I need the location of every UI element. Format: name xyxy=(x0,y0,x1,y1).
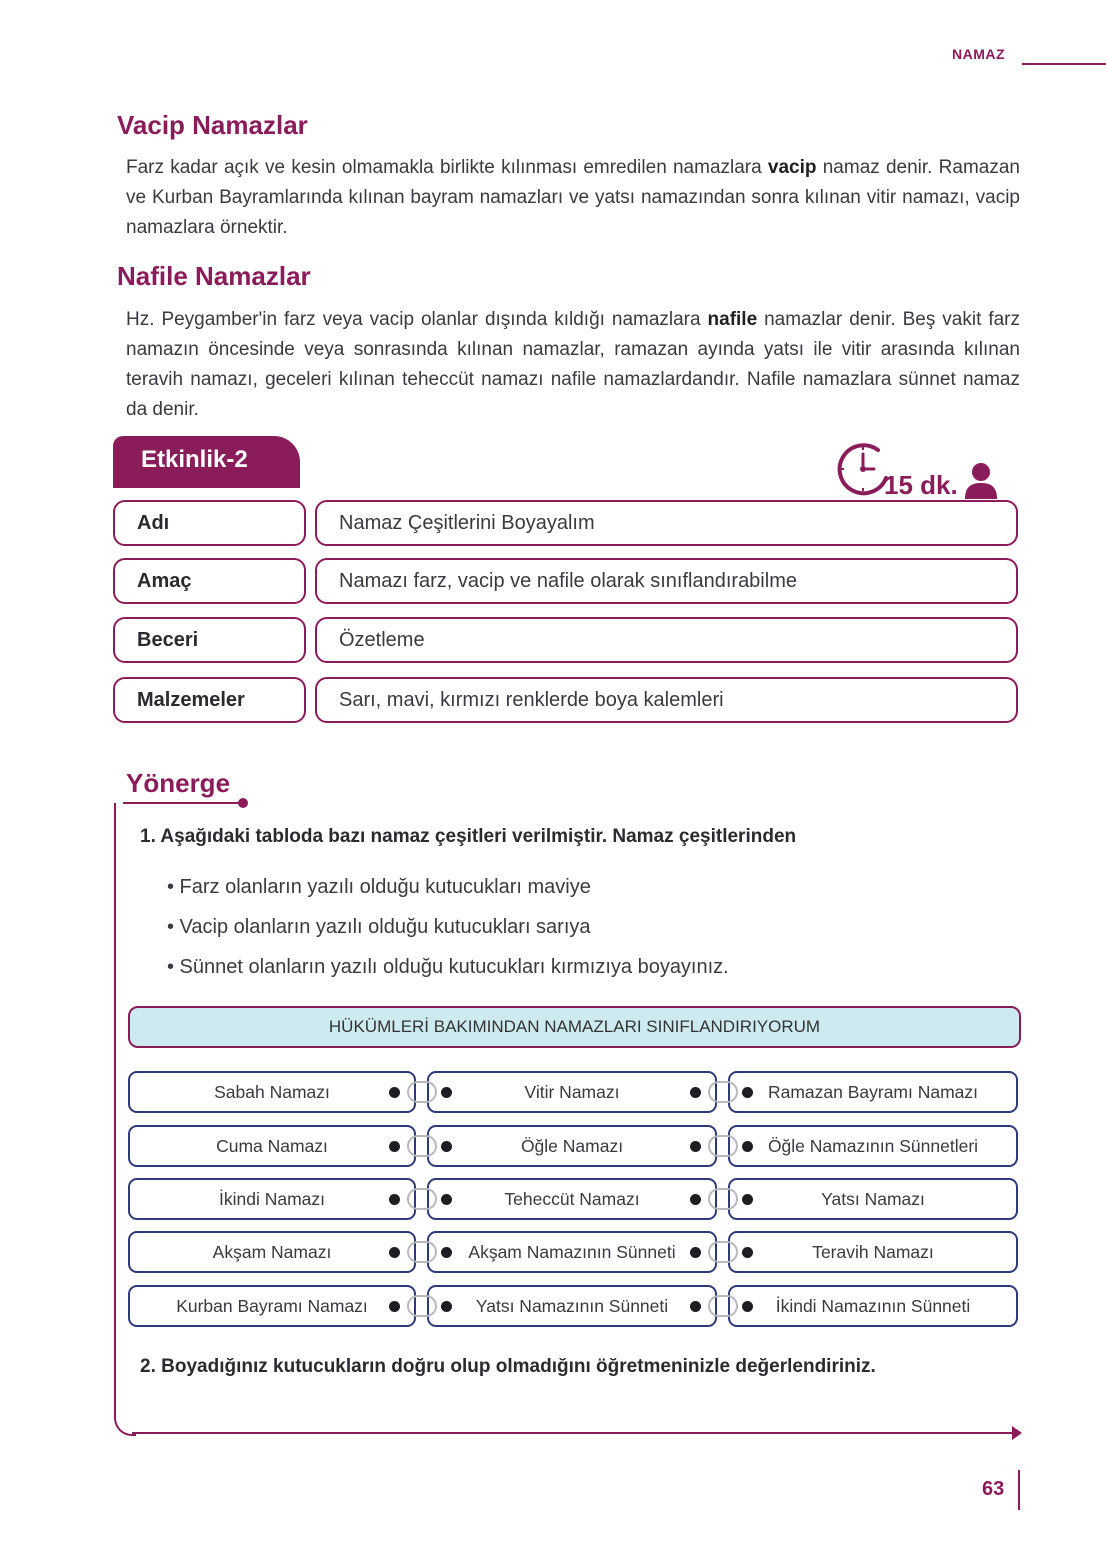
instructions-title: Yönerge xyxy=(126,768,231,798)
ring-connector-icon xyxy=(708,1135,738,1157)
binder-hole-icon xyxy=(441,1247,452,1258)
binder-hole-icon xyxy=(389,1194,400,1205)
ring-connector-icon xyxy=(708,1295,738,1317)
table-heading: HÜKÜMLERİ BAKIMINDAN NAMAZLARI SINIFLANDIRIYORUM xyxy=(128,1006,1021,1048)
frame-left-line xyxy=(114,803,116,1417)
page-number: 63 xyxy=(982,1478,1005,1500)
vacip-term: vacip xyxy=(767,157,817,178)
binder-hole-icon xyxy=(690,1301,701,1312)
info-value-skill: Özetleme xyxy=(315,617,1018,663)
info-label-skill: Beceri xyxy=(113,617,306,663)
prayer-cell[interactable]: Akşam Namazı xyxy=(128,1231,416,1273)
info-value-materials: Sarı, mavi, kırmızı renklerde boya kalemleri xyxy=(315,677,1018,723)
arrow-right-icon xyxy=(1012,1426,1022,1440)
header-rule xyxy=(1022,63,1106,65)
binder-hole-icon xyxy=(441,1194,452,1205)
step-1: 1. Aşağıdaki tabloda bazı namaz çeşitleri verilmiştir. Namaz çeşitlerinden xyxy=(140,826,797,847)
person-icon xyxy=(962,462,1000,500)
vacip-text-b: namaz denir. Ramazan ve Kurban Bayramlarında kılınan bayram namazları ve yatsı namazından sonra kılınan vitir namazı, vacip namazlara örnektir. xyxy=(126,157,1020,238)
prayer-cell[interactable]: Vitir Namazı xyxy=(427,1071,717,1113)
nafile-title: Nafile Namazlar xyxy=(117,261,311,291)
binder-hole-icon xyxy=(742,1247,753,1258)
binder-hole-icon xyxy=(441,1301,452,1312)
nafile-paragraph xyxy=(126,305,1020,425)
prayer-cell[interactable]: Ramazan Bayramı Namazı xyxy=(728,1071,1018,1113)
ring-connector-icon xyxy=(708,1188,738,1210)
prayer-cell[interactable]: Akşam Namazının Sünneti xyxy=(427,1231,717,1273)
ring-connector-icon xyxy=(407,1241,437,1263)
prayer-cell[interactable]: Sabah Namazı xyxy=(128,1071,416,1113)
prayer-cell[interactable]: Yatsı Namazının Sünneti xyxy=(427,1285,717,1327)
frame-bottom-line xyxy=(132,1432,1014,1434)
ring-connector-icon xyxy=(407,1135,437,1157)
nafile-text-a: Hz. Peygamber'in farz veya vacip olanlar dışında kıldığı namazlara xyxy=(126,309,708,330)
prayer-cell[interactable]: İkindi Namazının Sünneti xyxy=(728,1285,1018,1327)
binder-hole-icon xyxy=(690,1247,701,1258)
binder-hole-icon xyxy=(742,1194,753,1205)
binder-hole-icon xyxy=(742,1141,753,1152)
duration-label: 15 dk. xyxy=(884,470,958,500)
info-label-goal: Amaç xyxy=(113,558,306,604)
prayer-cell[interactable]: Teravih Namazı xyxy=(728,1231,1018,1273)
ring-connector-icon xyxy=(407,1081,437,1103)
binder-hole-icon xyxy=(742,1087,753,1098)
prayer-cell[interactable]: Yatsı Namazı xyxy=(728,1178,1018,1220)
binder-hole-icon xyxy=(690,1141,701,1152)
binder-hole-icon xyxy=(389,1087,400,1098)
nafile-text-b: namazlar denir. Beş vakit farz namazın öncesinde veya sonrasında kılınan namazlar, ramazan ayında yatsı ile vitir arasında kılınan teravih namazı, geceleri kılınan teheccüt namazı nafile namazlardandır. Nafile namazlara sünnet namaz da denir. xyxy=(126,309,1020,420)
vacip-text-a: Farz kadar açık ve kesin olmamakla birlikte kılınması emredilen namazlara xyxy=(126,157,768,178)
vacip-title: Vacip Namazlar xyxy=(117,110,308,140)
prayer-cell[interactable]: İkindi Namazı xyxy=(128,1178,416,1220)
step-2: 2. Boyadığınız kutucukların doğru olup olmadığını öğretmeninizle değerlendiriniz. xyxy=(140,1356,876,1377)
binder-hole-icon xyxy=(690,1087,701,1098)
bullet-farz: • Farz olanların yazılı olduğu kutucukları maviye xyxy=(167,876,591,898)
binder-hole-icon xyxy=(389,1301,400,1312)
activity-tab: Etkinlik-2 xyxy=(113,436,300,488)
binder-hole-icon xyxy=(441,1087,452,1098)
binder-hole-icon xyxy=(441,1141,452,1152)
nafile-term: nafile xyxy=(707,309,758,330)
info-label-materials: Malzemeler xyxy=(113,677,306,723)
ring-connector-icon xyxy=(407,1188,437,1210)
prayer-cell[interactable]: Öğle Namazının Sünnetleri xyxy=(728,1125,1018,1167)
prayer-cell[interactable]: Teheccüt Namazı xyxy=(427,1178,717,1220)
prayer-cell[interactable]: Cuma Namazı xyxy=(128,1125,416,1167)
page-number-rule xyxy=(1018,1470,1020,1510)
bullet-sunnet: • Sünnet olanların yazılı olduğu kutucukları kırmızıya boyayınız. xyxy=(167,956,729,978)
prayer-cell[interactable]: Öğle Namazı xyxy=(427,1125,717,1167)
binder-hole-icon xyxy=(389,1247,400,1258)
bullet-vacip: • Vacip olanların yazılı olduğu kutucukları sarıya xyxy=(167,916,591,938)
ring-connector-icon xyxy=(708,1241,738,1263)
instructions-dot xyxy=(238,798,248,808)
vacip-paragraph xyxy=(126,153,1020,243)
ring-connector-icon xyxy=(407,1295,437,1317)
ring-connector-icon xyxy=(708,1081,738,1103)
binder-hole-icon xyxy=(690,1194,701,1205)
prayer-cell[interactable]: Kurban Bayramı Namazı xyxy=(128,1285,416,1327)
binder-hole-icon xyxy=(389,1141,400,1152)
instructions-rule xyxy=(123,802,243,804)
running-header: NAMAZ xyxy=(952,46,1006,62)
info-label-name: Adı xyxy=(113,500,306,546)
binder-hole-icon xyxy=(742,1301,753,1312)
info-value-goal: Namazı farz, vacip ve nafile olarak sınıflandırabilme xyxy=(315,558,1018,604)
info-value-name: Namaz Çeşitlerini Boyayalım xyxy=(315,500,1018,546)
